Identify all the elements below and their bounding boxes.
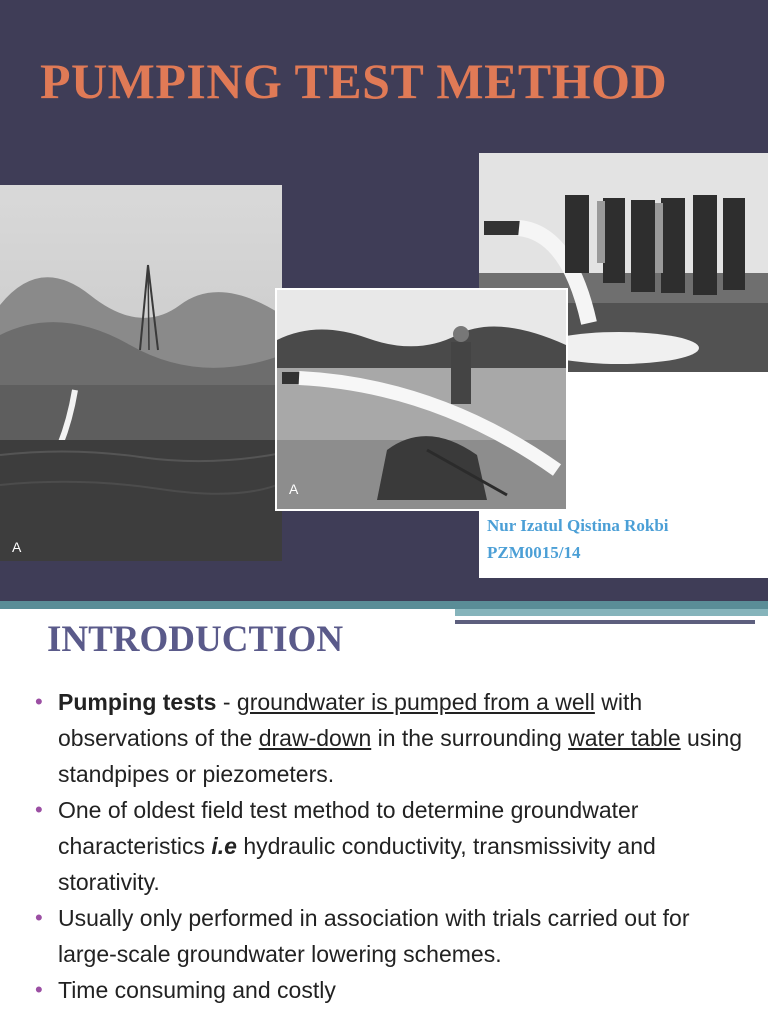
bullet-usually-performed: • Usually only performed in association with trials carried out for large-scale groundwater lowering schemes. [35, 900, 750, 972]
link-water-table[interactable]: water table [568, 725, 681, 751]
slide-title: PUMPING TEST METHOD [40, 53, 668, 109]
author-id: PZM0015/14 [487, 543, 581, 562]
bullet-pumping-tests [35, 684, 750, 792]
bullet-text: hydraulic conductivity, transmissivity and storativity. [58, 833, 656, 895]
bullet-text: One of oldest field test method to determine groundwater characteristics [58, 797, 639, 859]
bullet-text: with observations of the [58, 689, 643, 751]
bullet-text: using standpipes or piezometers. [58, 725, 743, 787]
intro-bullet-list [35, 684, 750, 1008]
intro-heading: INTRODUCTION [47, 619, 344, 660]
link-groundwater-pumped[interactable]: groundwater is pumped from a well [236, 689, 595, 715]
link-draw-down[interactable]: draw-down [258, 725, 372, 751]
photo-label: A [289, 481, 299, 497]
bullet-oldest-method [35, 792, 750, 900]
divider-band-dark [0, 578, 768, 601]
bullet-text: in the surrounding [371, 725, 569, 751]
author-block [487, 512, 669, 566]
author-name: Nur Izatul Qistina Rokbi [487, 516, 669, 535]
divider-band-thin [455, 620, 755, 624]
photo-pond-outflow [0, 185, 282, 561]
photo-pipe-discharge [275, 288, 568, 511]
bullet-emphasis: i.e [211, 833, 237, 859]
divider-band-teal [0, 601, 768, 609]
divider-band-light-teal [455, 609, 768, 616]
bullet-time-consuming: • Time consuming and costly [35, 972, 750, 1008]
photo-label: A [12, 539, 22, 555]
photo-pipe-discharge-image [277, 290, 566, 509]
bullet-term: Pumping tests [58, 689, 217, 715]
photo-pond-outflow-image [0, 185, 282, 561]
bullet-separator: - [216, 689, 237, 715]
